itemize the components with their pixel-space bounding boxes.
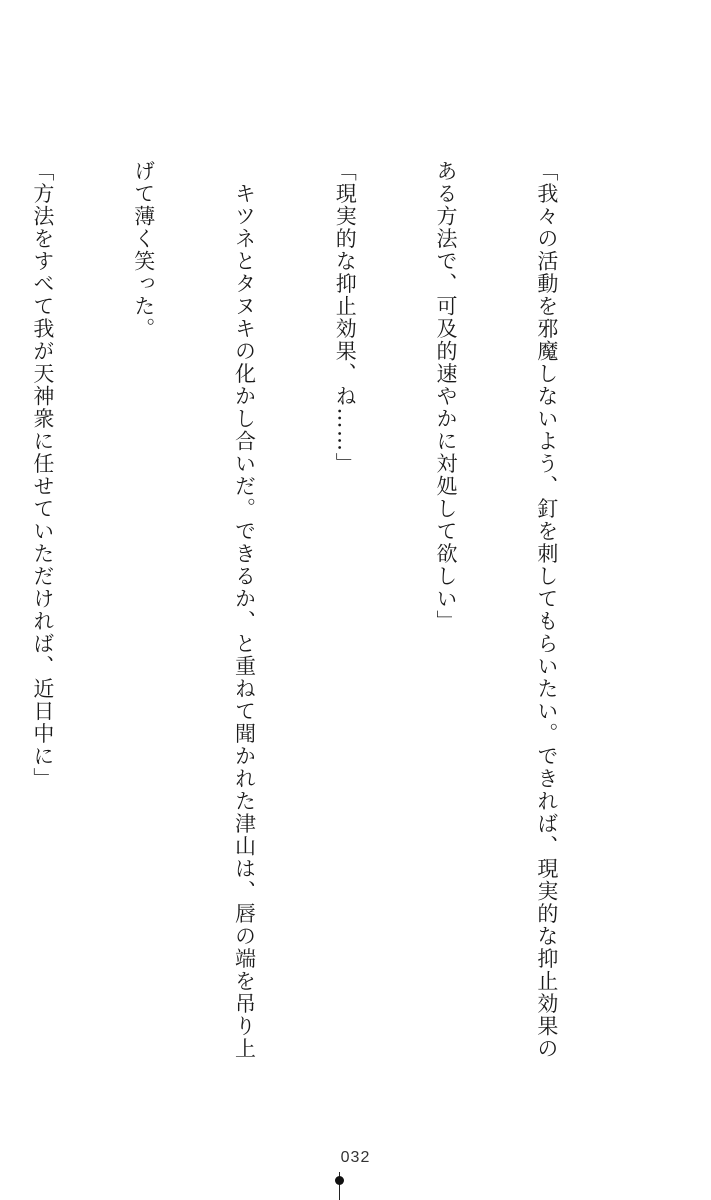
bottom-dot-ornament	[335, 1176, 344, 1185]
text-line: 「現実的な抑止効果、ね……」	[333, 160, 358, 475]
text-line: 「我々の活動を邪魔しないよう、釘を刺してもらいたい。できれば、現実的な抑止効果の	[534, 160, 559, 1060]
text-line: キツネとタヌキの化かし合いだ。できるか、と重ねて聞かれた津山は、唇の端を吊り上	[232, 160, 257, 1060]
text-line: げて薄く笑った。	[131, 160, 156, 340]
page-number: 032	[340, 1149, 371, 1166]
text-line: ある方法で、可及的速やかに対処して欲しい」	[434, 160, 459, 633]
vertical-text-body	[30, 160, 630, 1060]
text-line: 「方法をすべて我が天神衆に任せていただければ、近日中に」	[30, 160, 55, 790]
